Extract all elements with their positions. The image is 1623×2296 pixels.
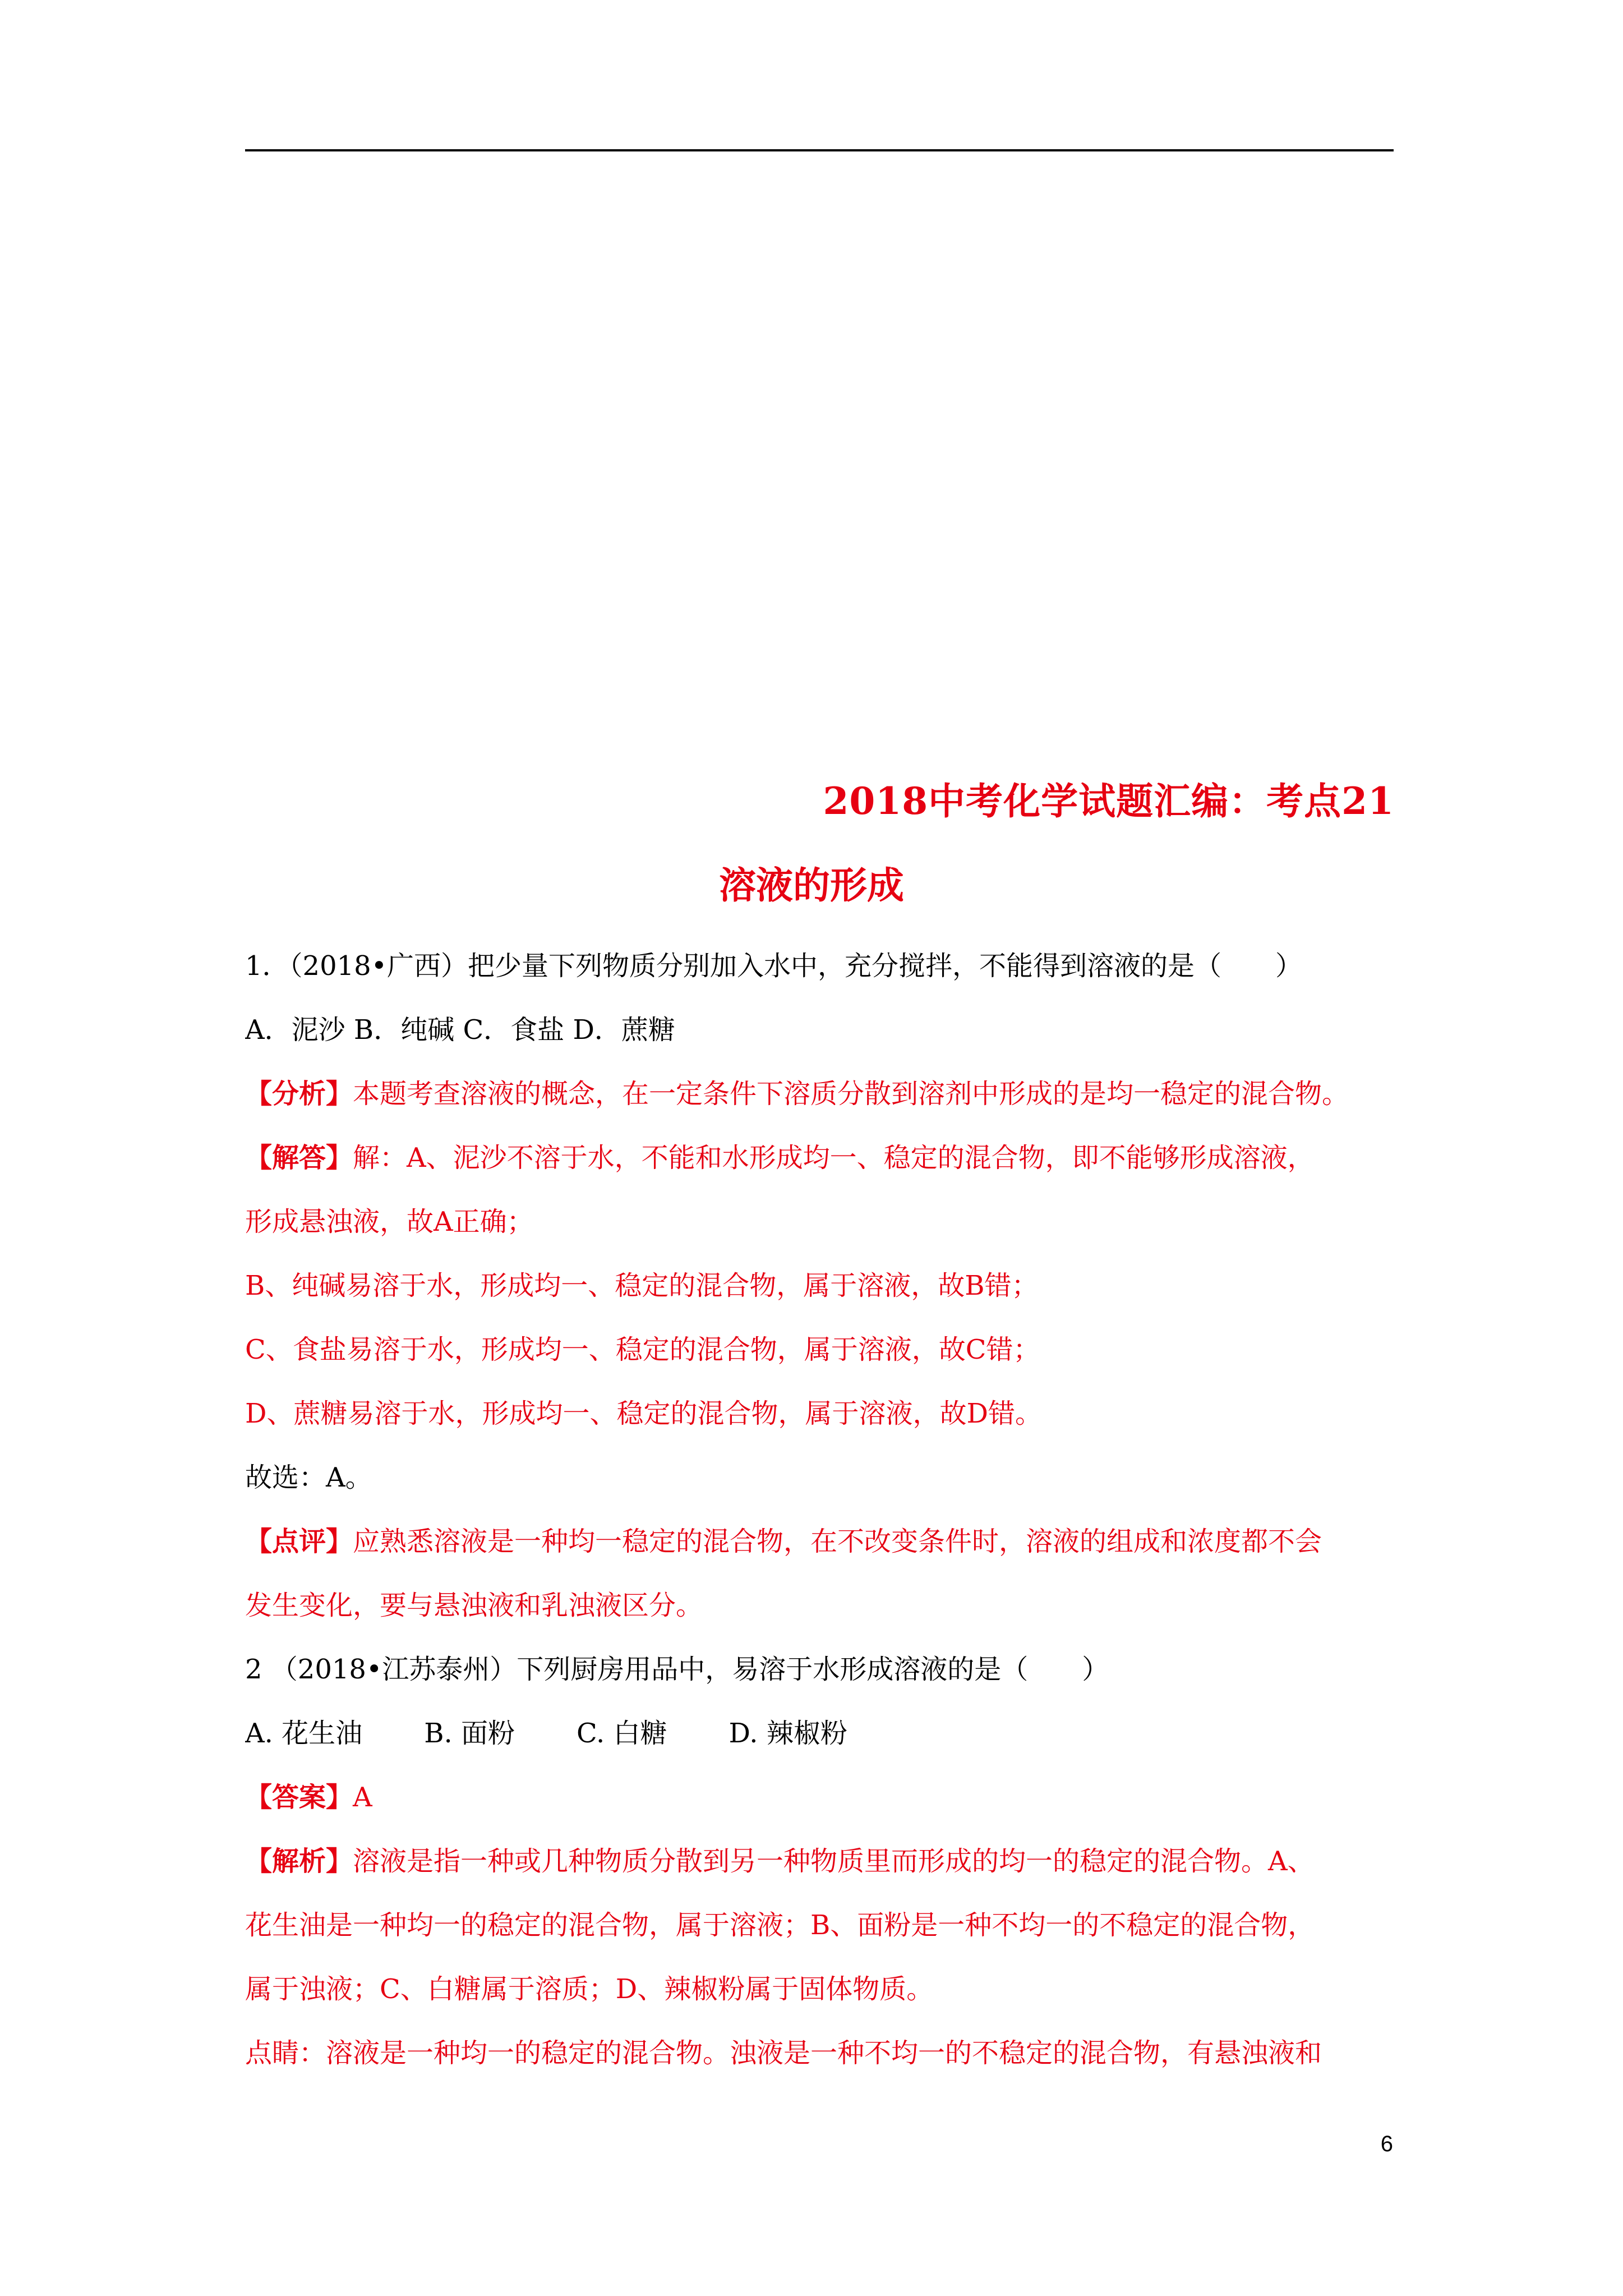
q2-answer-tag: 【答案】 [245,1782,353,1813]
q1-stem: 1．（2018•广西）把少量下列物质分别加入水中，充分搅拌，不能得到溶液的是（ ） [245,950,1303,982]
q1-answer-line-1 [245,1126,1395,1190]
q2-analysis-line-1 [245,1829,1395,1893]
q1-analysis-text: 本题考查溶液的概念，在一定条件下溶质分散到溶剂中形成的是均一稳定的混合物。 [353,1078,1349,1110]
q1-answer-text-1: 解：A、泥沙不溶于水，不能和水形成均一、稳定的混合物，即不能够形成溶液， [353,1142,1315,1174]
q1-analysis-tag: 【分析】 [245,1078,353,1110]
q1-answer-line-4: C、食盐易溶于水，形成均一、稳定的混合物，属于溶液，故C错； [245,1334,1040,1365]
q1-comment-line-1 [245,1510,1395,1573]
q1-answer-line-2: 形成悬浊液，故A正确； [245,1206,534,1237]
q2-option-a: A. 花生油 [245,1718,363,1749]
q2-stem: 2 （2018•江苏泰州）下列厨房用品中，易溶于水形成溶液的是（ ） [245,1654,1109,1685]
q1-comment-line-2: 发生变化，要与悬浊液和乳浊液区分。 [245,1590,703,1621]
page-number: 6 [1380,2132,1393,2156]
q1-choose: 故选：A。 [245,1462,372,1493]
q2-option-b: B. 面粉 [424,1718,515,1749]
q2-analysis-tag: 【解析】 [245,1846,353,1877]
header-rule [245,149,1394,151]
q1-comment-text-1: 应熟悉溶液是一种均一稳定的混合物，在不改变条件时，溶液的组成和浓度都不会 [353,1526,1322,1557]
q1-answer-line-5: D、蔗糖易溶于水，形成均一、稳定的混合物，属于溶液，故D错。 [245,1398,1042,1429]
q1-answer-line-3: B、纯碱易溶于水，形成均一、稳定的混合物，属于溶液，故B错； [245,1270,1039,1301]
q2-note: 点睛：溶液是一种均一的稳定的混合物。浊液是一种不均一的不稳定的混合物，有悬浊液和 [245,2037,1322,2069]
document-body [245,934,1395,2085]
q2-option-d: D. 辣椒粉 [728,1718,847,1749]
q2-answer-text: A [353,1782,372,1813]
q2-options [245,1701,1395,1765]
q1-comment-tag: 【点评】 [245,1526,353,1557]
q2-analysis-line-3: 属于浊液；C、白糖属于溶质；D、辣椒粉属于固体物质。 [245,1973,934,2005]
q2-answer [245,1765,1395,1829]
q2-analysis-text-1: 溶液是指一种或几种物质分散到另一种物质里而形成的均一的稳定的混合物。A、 [353,1846,1315,1877]
q2-analysis-line-2: 花生油是一种均一的稳定的混合物，属于溶液；B、面粉是一种不均一的不稳定的混合物， [245,1910,1315,1941]
q1-analysis [245,1062,1395,1126]
q1-options: A．泥沙 B．纯碱 C．食盐 D．蔗糖 [245,1014,675,1046]
q1-answer-tag: 【解答】 [245,1142,353,1174]
q2-option-c: C. 白糖 [576,1718,667,1749]
document-subtitle: 溶液的形成 [719,863,904,907]
document-title: 2018中考化学试题汇编：考点21 [823,779,1394,823]
